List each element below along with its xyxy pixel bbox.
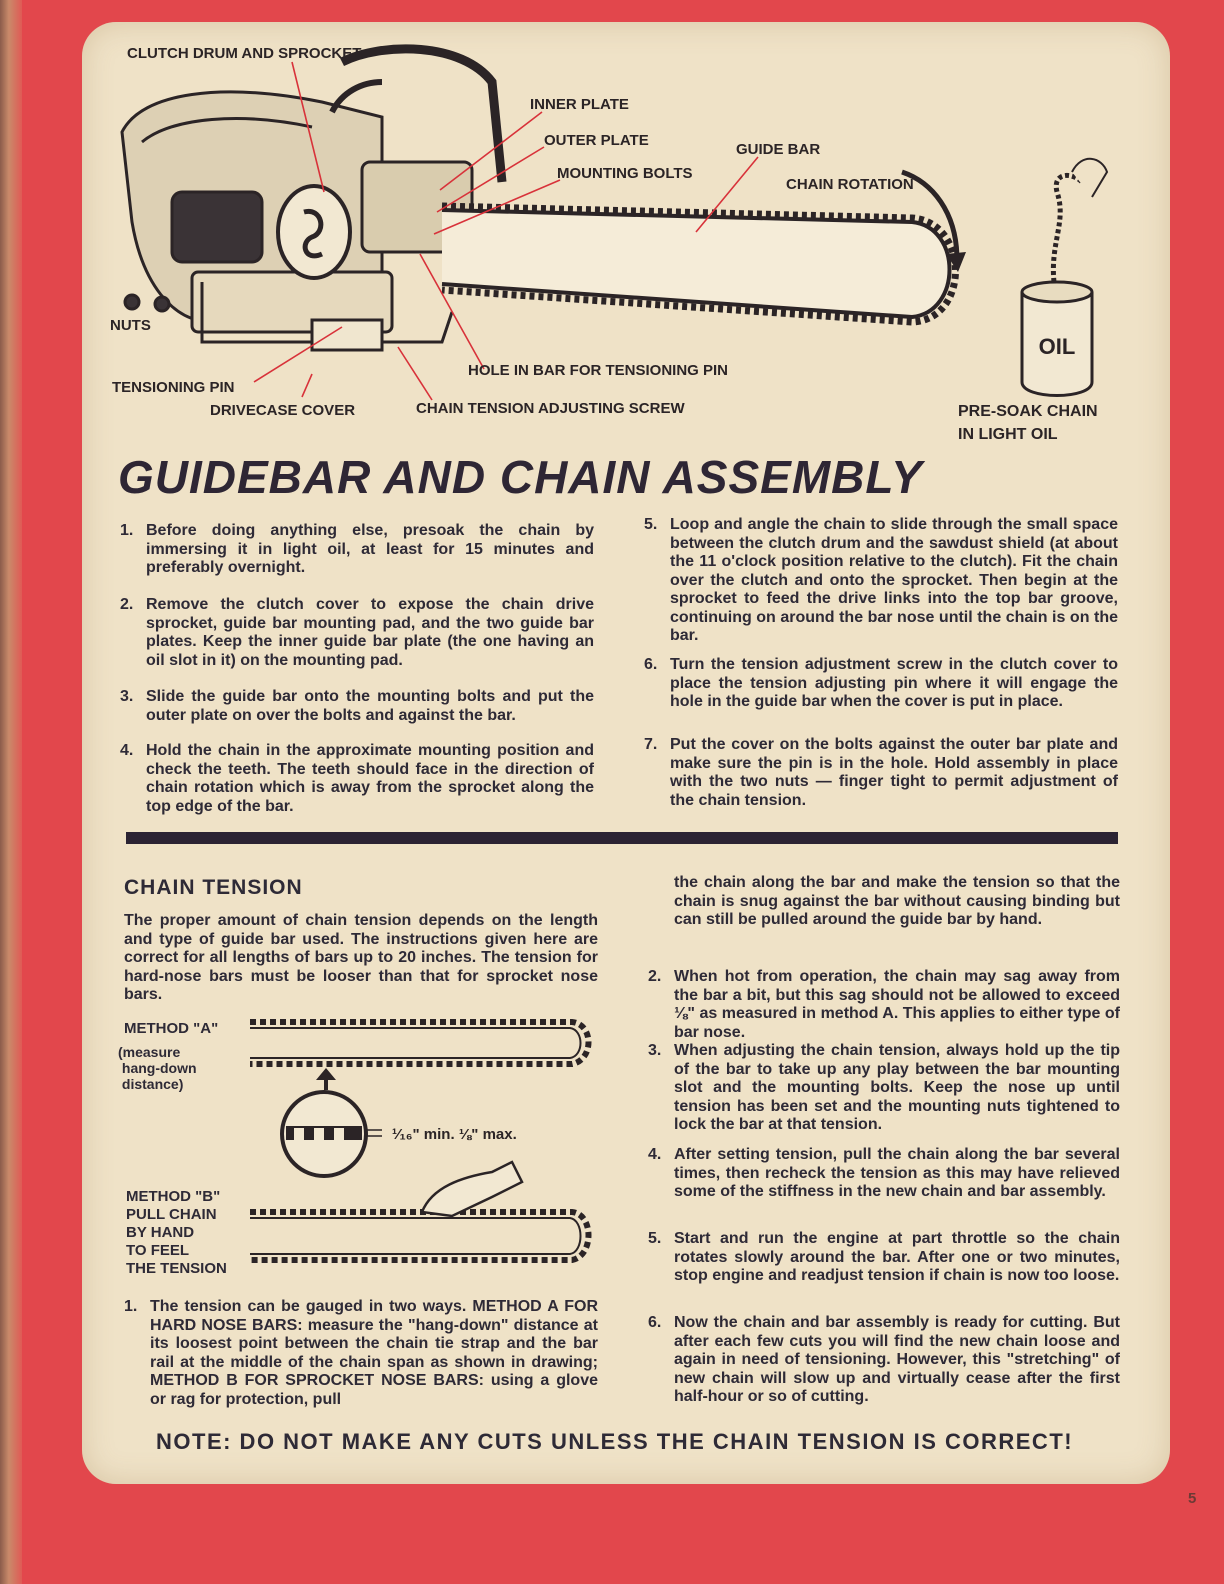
method-a-chain (250, 1022, 589, 1064)
tension-step: 2. When hot from operation, the chain may sag away from the bar a bit, but this sag should not be allowed to exceed ⅛" as measured in method A. This applies to either type of bar nose. (648, 968, 1120, 1041)
manual-page (82, 22, 1170, 1484)
chainsaw-assembly-diagram (82, 22, 1170, 452)
method-a-note: (measure hang-down distance) (118, 1044, 197, 1092)
method-b-chain (250, 1212, 589, 1260)
tension-step: 1. The tension can be gauged in two ways. METHOD A FOR HARD NOSE BARS: measure the "hang-down" distance at its loosest point between the chain tie strap and the bar rail at the middle of the chain span as shown in drawing; METHOD B FOR SPROCKET NOSE BARS: using a glove or rag for protection, pull (124, 1298, 598, 1408)
label-adjusting-screw: CHAIN TENSION ADJUSTING SCREW (416, 400, 685, 417)
magnifier-gauge (282, 1092, 382, 1176)
chain-tension-heading: CHAIN TENSION (124, 876, 303, 899)
chain-tension-illustration (242, 1012, 602, 1292)
label-inner-plate: INNER PLATE (530, 96, 629, 113)
section-divider (126, 832, 1118, 844)
gauge-measurement: ¹⁄₁₆" min. ⅛" max. (392, 1126, 517, 1143)
assembly-step: 3. Slide the guide bar onto the mounting bolts and put the outer plate on over the bolts and against the bar. (120, 688, 594, 724)
guide-bar-and-chain (442, 172, 966, 322)
page-number: 5 (1188, 1490, 1197, 1507)
oil-can-label: OIL (1038, 334, 1076, 359)
tension-step: 6. Now the chain and bar assembly is ready for cutting. But after each few cuts you will find the new chain loose and again in need of tensioning. However, this "stretching" of new chain will slow up and virtually cease after the first half-hour or so of cutting. (648, 1314, 1120, 1405)
arrow-up-icon (316, 1068, 336, 1090)
label-clutch-drum: CLUTCH DRUM AND SPROCKET (127, 45, 362, 62)
label-presoak-line2: IN LIGHT OIL (958, 426, 1058, 443)
label-mounting-bolts: MOUNTING BOLTS (557, 165, 693, 182)
assembly-step: 5. Loop and angle the chain to slide through the small space between the clutch drum and the sawdust shield (at about the 11 o'clock position relative to the clutch). Fit the chain over the clutch and onto the sprocket. Then begin at the sprocket to feed the drive links into the top bar groove, continuing on around the bar nose until the chain is on the bar. (644, 516, 1118, 644)
assembly-step: 6. Turn the tension adjustment screw in the clutch cover to place the tension adjusting pin where it will engage the hole in the guide bar when the cover is put in place. (644, 656, 1118, 710)
label-drivecase-cover: DRIVECASE COVER (210, 402, 356, 419)
book-binding-edge (0, 0, 22, 1584)
gloved-hand-icon (422, 1162, 522, 1216)
page-title: GUIDEBAR AND CHAIN ASSEMBLY (118, 451, 923, 503)
method-b-label: METHOD "B" PULL CHAIN BY HAND TO FEEL THE TENSION (126, 1188, 227, 1277)
safety-note: NOTE: DO NOT MAKE ANY CUTS UNLESS THE CHAIN TENSION IS CORRECT! (156, 1429, 1074, 1454)
chainsaw-illustration (122, 49, 502, 350)
label-outer-plate: OUTER PLATE (544, 132, 649, 149)
label-nuts: NUTS (110, 317, 151, 334)
assembly-step: 4. Hold the chain in the approximate mounting position and check the teeth. The teeth should face in the direction of chain rotation which is away from the sprocket along the top edge of the bar. (120, 742, 594, 815)
chain-tension-intro: The proper amount of chain tension depends on the length and type of guide bar used. The instructions given here are correct for all lengths of bars up to 20 inches. The tension for hard-nose bars must be looser than that for sprocket nose bars. (124, 912, 598, 1003)
oil-can-illustration (1022, 159, 1107, 396)
label-guide-bar: GUIDE BAR (736, 141, 821, 158)
assembly-step: 2. Remove the clutch cover to expose the chain drive sprocket, guide bar mounting pad, and the two guide bar plates. Keep the inner guide bar plate (the one having an oil slot in it) on the mounting pad. (120, 596, 594, 669)
assembly-step: 7. Put the cover on the bolts against the outer bar plate and make sure the pin is in the hole. Hold assembly in place with the two nuts — finger tight to permit adjustment of the chain tension. (644, 736, 1118, 809)
label-chain-rotation: CHAIN ROTATION (786, 176, 914, 193)
label-presoak-line1: PRE-SOAK CHAIN (958, 403, 1098, 420)
label-tensioning-pin: TENSIONING PIN (112, 379, 235, 396)
method-a-label: METHOD "A" (124, 1020, 219, 1037)
tension-step-continued: the chain along the bar and make the tension so that the chain is snug against the bar without causing binding but can still be pulled around the guide bar by hand. (674, 874, 1120, 928)
tension-step: 4. After setting tension, pull the chain along the bar several times, then recheck the tension as this may have relieved some of the stiffness in the new chain and bar assembly. (648, 1146, 1120, 1200)
tension-step: 5. Start and run the engine at part throttle so the chain rotates slowly around the bar. After one or two minutes, stop engine and readjust tension if chain is now too loose. (648, 1230, 1120, 1284)
assembly-step: 1. Before doing anything else, presoak the chain by immersing it in light oil, at least for 15 minutes and preferably overnight. (120, 522, 594, 576)
label-hole-in-bar: HOLE IN BAR FOR TENSIONING PIN (468, 362, 729, 379)
tension-step: 3. When adjusting the chain tension, always hold up the tip of the bar to take up any play between the bar mounting slot and the mounting bolts. Keep the nose up until tension has been set and the mounting nuts tightened to lock the bar at that tension. (648, 1042, 1120, 1133)
